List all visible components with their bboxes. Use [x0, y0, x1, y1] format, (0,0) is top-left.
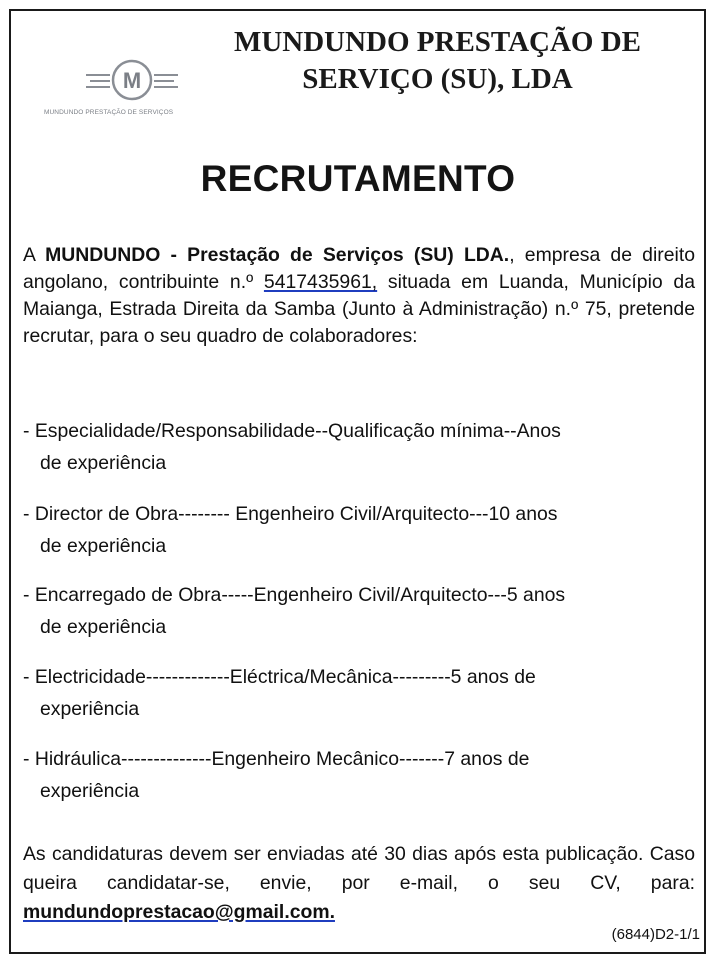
- position-line2: experiência: [40, 780, 140, 802]
- position-line2: de experiência: [40, 616, 167, 638]
- position-item-hidraulica: [23, 743, 695, 807]
- position-line2: de experiência: [40, 452, 167, 474]
- intro-company-name: MUNDUNDO - Prestação de Serviços (SU) LDA.: [45, 244, 510, 266]
- position-item-encarregado: [23, 579, 695, 643]
- logo-emblem-icon: [84, 58, 180, 104]
- company-name-line1: MUNDUNDO PRESTAÇÃO DE: [233, 26, 642, 58]
- position-item-director: [23, 498, 695, 562]
- position-line1: - Especialidade/Responsabilidade--Qualificação mínima--Anos: [23, 420, 561, 442]
- intro-text-2: situada em Luanda, Município da Maianga, Estrada Direita da Samba (Junto à Administração) n.º 75, pretende recrutar, para o seu quadro de colaboradores:: [23, 271, 695, 347]
- position-line1: - Hidráulica--------------Engenheiro Mecânico-------7 anos de: [23, 748, 530, 770]
- company-logo: [44, 58, 219, 122]
- company-name-line2: SERVIÇO (SU), LDA: [302, 63, 573, 95]
- logo-caption: MUNDUNDO PRESTAÇÃO DE SERVIÇOS: [44, 109, 174, 116]
- page-title: RECRUTAMENTO: [200, 158, 516, 199]
- logo-letter: M: [122, 68, 142, 93]
- reference-code: (6844)D2-1/1: [611, 926, 700, 943]
- position-item-electricidade: [23, 661, 695, 725]
- closing-paragraph: [23, 840, 695, 927]
- tax-number-link[interactable]: 5417435961,: [263, 271, 378, 293]
- position-line2: experiência: [40, 698, 140, 720]
- intro-paragraph: [23, 242, 695, 350]
- position-line2: de experiência: [40, 535, 167, 557]
- position-line1: - Encarregado de Obra-----Engenheiro Civil/Arquitecto---5 anos: [23, 584, 566, 606]
- email-link[interactable]: mundundoprestacao@gmail.com.: [23, 901, 335, 923]
- closing-text: As candidaturas devem ser enviadas até 30 dias após esta publicação. Caso queira candidatar-se, envie, por e-mail, o seu CV, para:: [23, 843, 695, 894]
- position-line1: - Director de Obra-------- Engenheiro Civil/Arquitecto---10 anos: [23, 503, 558, 525]
- document-border: [9, 9, 706, 954]
- position-item-header: [23, 415, 695, 479]
- intro-prefix: A: [23, 244, 46, 266]
- position-line1: - Electricidade-------------Eléctrica/Mecânica---------5 anos de: [23, 666, 536, 688]
- company-name: [200, 24, 675, 98]
- intro-text-1: , empresa de direito angolano, contribuinte n.º: [23, 244, 695, 293]
